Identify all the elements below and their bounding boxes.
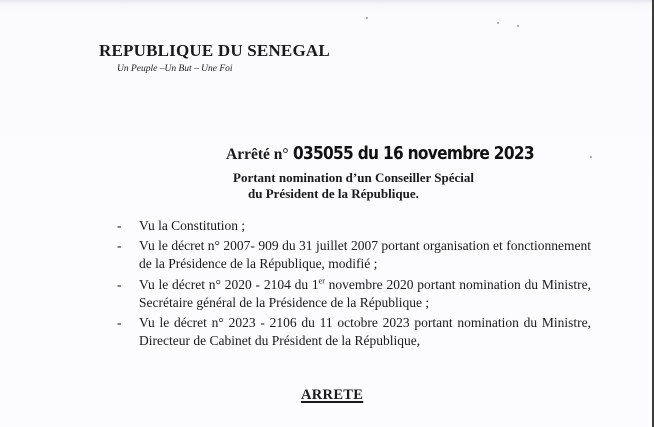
consideration-text: Vu le décret n° 2007- 909 du 31 juillet 2007 portant organisation et fonctionnement de la Présidence de la République, modifié ; [139, 238, 591, 272]
decree-heading: ARRETE [301, 387, 364, 403]
consideration-text: Vu le décret n° 2023 - 2106 du 11 octobre 2023 portant nomination du Ministre, Directeur de Cabinet du Président de la République, [139, 315, 591, 349]
consideration-item [117, 237, 591, 273]
consideration-item [117, 276, 591, 312]
arrete-subtitle-line-1: Portant nomination d’un Conseiller Spécial [233, 170, 475, 185]
list-dash: - [117, 218, 122, 233]
consideration-text-part: Vu le décret n° 2020 - 2104 du 1 [139, 276, 319, 292]
list-dash: - [117, 315, 122, 331]
national-motto: Un Peuple –Un But – Une Foi [117, 64, 233, 74]
ordinal-superscript: er [318, 276, 325, 286]
scan-speck [366, 17, 368, 19]
list-dash: - [117, 238, 122, 254]
scan-speck [590, 156, 592, 158]
list-dash: - [117, 276, 122, 292]
scan-speck [497, 22, 499, 24]
scan-speck [517, 25, 519, 27]
arrete-title [226, 144, 566, 164]
consideration-text-part: novembre 2020 portant nomination du Ministre, Secrétaire général de la Présidence de la République ; [139, 276, 591, 310]
arrete-subtitle-line-2: du Président de la République. [248, 186, 419, 201]
consideration-text [139, 276, 591, 312]
country-header: REPUBLIQUE DU SENEGAL [99, 41, 330, 60]
consideration-item [117, 314, 591, 350]
considerations-list [117, 217, 591, 352]
consideration-text: Vu la Constitution ; [139, 218, 246, 233]
consideration-item [117, 217, 591, 235]
arrete-number-date-stamp: 035055 du 16 novembre 2023 [292, 144, 534, 164]
arrete-prefix: Arrêté n° [226, 146, 289, 163]
